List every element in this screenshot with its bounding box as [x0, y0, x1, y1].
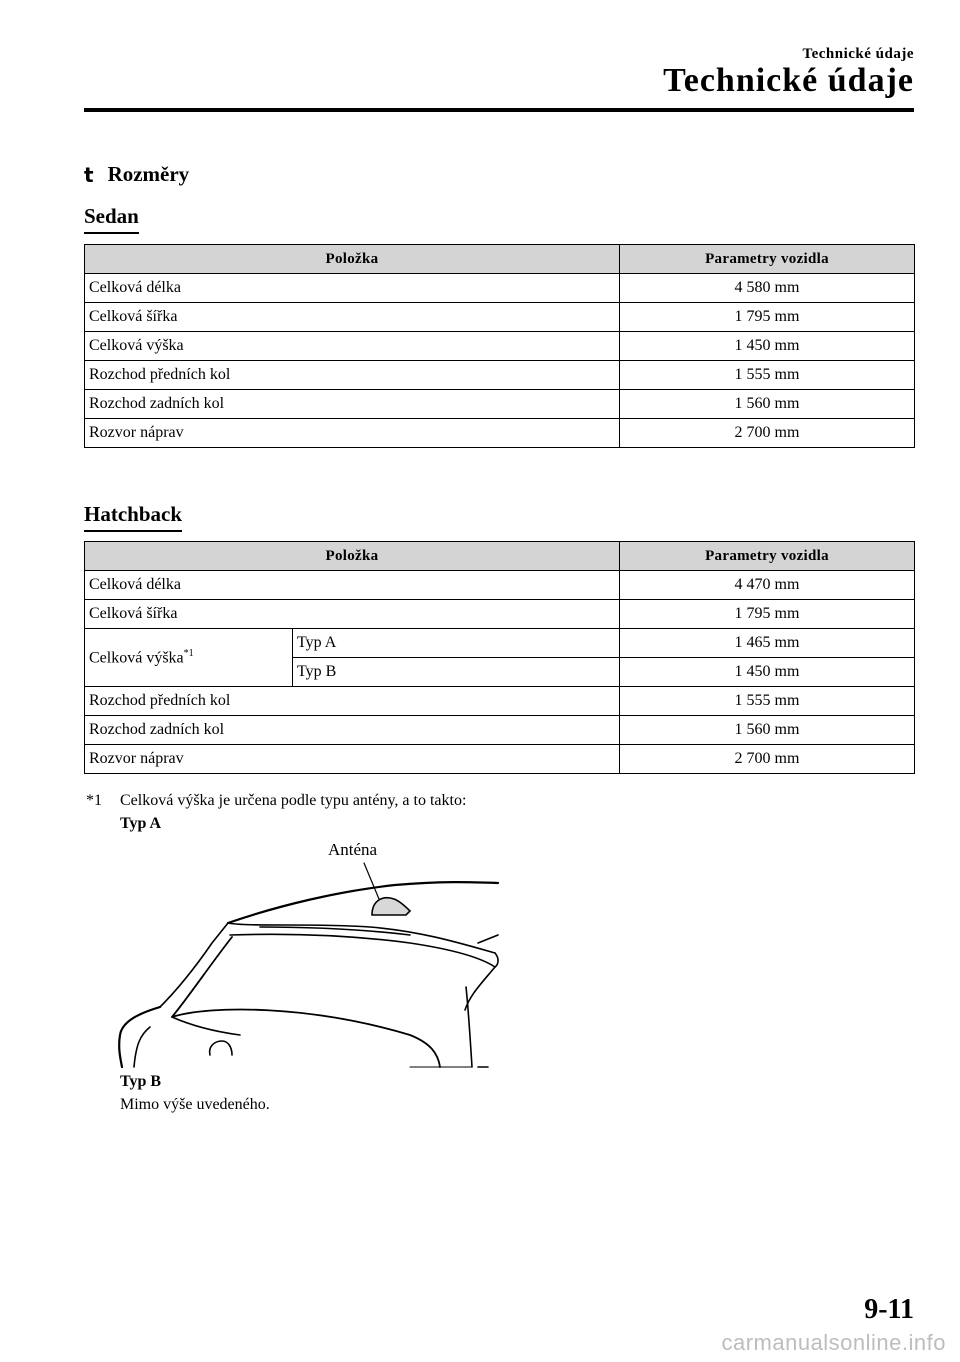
table-row [85, 629, 915, 658]
row-label: Rozvor náprav [85, 745, 620, 774]
section-title: Rozměry [107, 162, 190, 186]
row-value: 4 470 mm [620, 571, 915, 600]
row-label: Rozvor náprav [85, 419, 620, 448]
table-row [85, 716, 915, 745]
table-row [85, 303, 915, 332]
row-value: 1 555 mm [620, 361, 915, 390]
sub-row-label: Typ A [293, 629, 620, 658]
header-rule [84, 108, 914, 112]
running-header-title: Technické údaje [663, 62, 914, 99]
type-b-label: Typ B [120, 1073, 162, 1090]
table-row [85, 390, 915, 419]
row-value: 1 795 mm [620, 303, 915, 332]
column-header-params: Parametry vozidla [620, 245, 915, 274]
table-row [85, 274, 915, 303]
row-label-height [85, 629, 293, 687]
footnote-ref: *1 [183, 647, 194, 659]
hatchback-title: Hatchback [84, 502, 182, 532]
section-heading [84, 162, 189, 187]
table-row [85, 332, 915, 361]
column-header-item: Položka [85, 542, 620, 571]
footnote-text: Celková výška je určena podle typu antény, a to takto: [120, 792, 467, 809]
row-label: Celková délka [85, 571, 620, 600]
table-header-row [85, 245, 915, 274]
row-value: 4 580 mm [620, 274, 915, 303]
column-header-item: Položka [85, 245, 620, 274]
row-label: Rozchod zadních kol [85, 390, 620, 419]
row-value: 2 700 mm [620, 419, 915, 448]
type-b-description: Mimo výše uvedeného. [120, 1096, 270, 1113]
running-header-small: Technické údaje [802, 46, 914, 62]
row-label: Rozchod předních kol [85, 361, 620, 390]
row-value: 2 700 mm [620, 745, 915, 774]
row-value: 1 560 mm [620, 390, 915, 419]
footnote-marker: *1 [86, 792, 102, 809]
row-value: 1 450 mm [620, 332, 915, 361]
watermark: carmanualsonline.info [721, 1330, 946, 1355]
row-value: 1 795 mm [620, 600, 915, 629]
table-row [85, 571, 915, 600]
type-a-label: Typ A [120, 815, 162, 832]
table-row [85, 361, 915, 390]
sedan-table [84, 244, 915, 448]
row-label: Celková šířka [85, 303, 620, 332]
row-label: Celková délka [85, 274, 620, 303]
row-label: Celková výška [89, 649, 184, 667]
table-row [85, 687, 915, 716]
hatchback-table [84, 541, 915, 774]
row-label: Rozchod předních kol [85, 687, 620, 716]
antenna-icon [372, 898, 410, 915]
row-value: 1 465 mm [620, 629, 915, 658]
antenna-label: Anténa [328, 840, 378, 859]
row-value: 1 555 mm [620, 687, 915, 716]
row-value: 1 560 mm [620, 716, 915, 745]
footnote [86, 792, 466, 810]
sub-row-label: Typ B [293, 658, 620, 687]
row-value: 1 450 mm [620, 658, 915, 687]
column-header-params: Parametry vozidla [620, 542, 915, 571]
row-label: Celková šířka [85, 600, 620, 629]
table-row [85, 600, 915, 629]
table-row [85, 745, 915, 774]
row-label: Celková výška [85, 332, 620, 361]
section-bullet-icon: t [84, 162, 94, 187]
page-number: 9-11 [864, 1294, 914, 1325]
car-rear-antenna-figure [110, 835, 510, 1070]
sedan-title: Sedan [84, 204, 139, 234]
table-header-row [85, 542, 915, 571]
row-label: Rozchod zadních kol [85, 716, 620, 745]
table-row [85, 419, 915, 448]
